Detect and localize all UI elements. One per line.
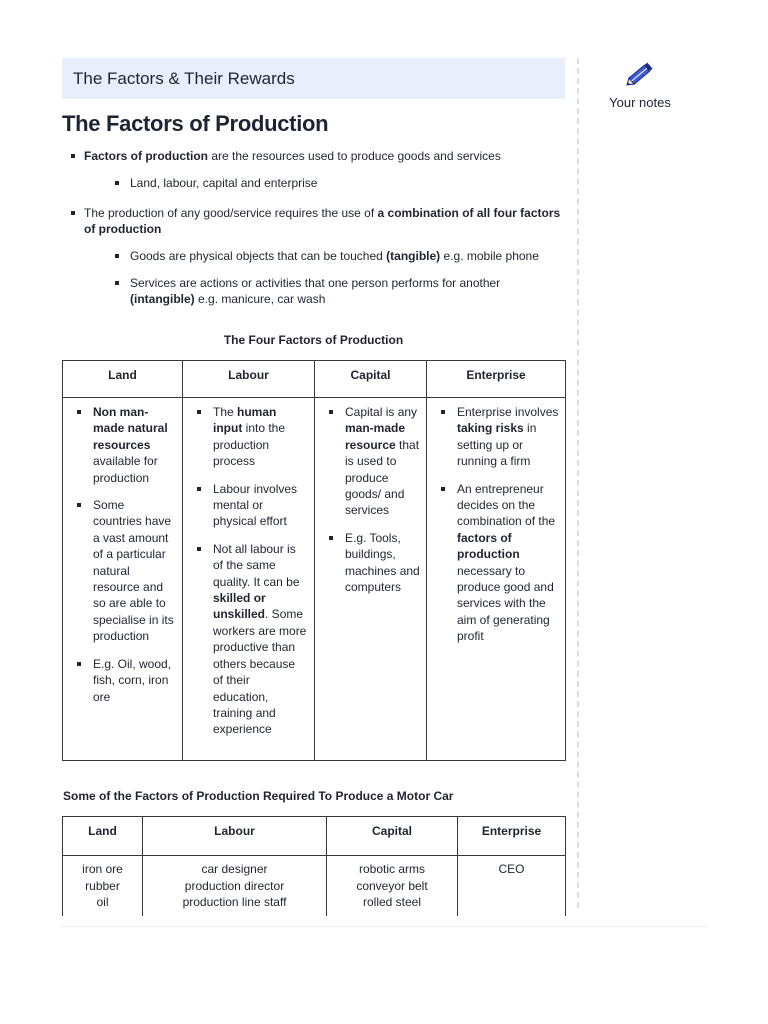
table-row <box>63 398 566 761</box>
sub-list <box>84 175 565 191</box>
cell-value: rolled steel <box>362 895 422 909</box>
bold-term: human input <box>213 405 277 436</box>
table-cell-land <box>63 856 143 917</box>
table-header-row <box>63 361 566 398</box>
list-item <box>183 481 308 530</box>
column-header: Enterprise <box>458 817 566 856</box>
list-text: E.g. Tools, buildings, machines and computers <box>345 530 420 595</box>
pencil-icon <box>625 60 655 88</box>
bold-term: factors of production <box>457 530 520 562</box>
list-item <box>183 404 308 470</box>
cell-value: car designer <box>201 862 268 876</box>
cell-value: CEO <box>498 862 525 876</box>
table-cell-labour <box>183 398 315 761</box>
notes-divider <box>577 58 579 908</box>
list-text: e.g. mobile phone <box>440 249 539 263</box>
list-item <box>63 497 176 645</box>
list-text: in setting up or running a firm <box>457 421 537 469</box>
table-caption: Some of the Factors of Production Required To Produce a Motor Car <box>63 789 454 803</box>
list-text: The production of any good/service requires the use of <box>84 206 378 220</box>
intro-list <box>62 148 565 307</box>
cell-list <box>427 404 559 645</box>
table-cell-capital <box>327 856 458 917</box>
footer-divider <box>62 926 708 927</box>
cell-list <box>63 404 176 705</box>
list-text: into the production process <box>213 421 286 469</box>
table-cell-enterprise <box>458 856 566 917</box>
list-text: The <box>213 405 238 419</box>
table-cell-enterprise <box>427 398 566 761</box>
list-text: Some countries have a vast amount of a particular natural resource and so are able to specialise in its production <box>93 498 174 644</box>
table-caption: The Four Factors of Production <box>223 333 404 347</box>
list-text: Goods are physical objects that can be touched <box>130 249 387 263</box>
list-item <box>63 656 176 705</box>
bold-term: Factors of production <box>84 149 208 163</box>
column-header: Land <box>63 361 183 398</box>
list-item <box>62 148 565 191</box>
list-item <box>62 205 565 307</box>
list-item <box>315 404 420 519</box>
motor-car-table <box>62 816 566 916</box>
bold-term: (tangible) <box>386 249 441 263</box>
bold-term: (intangible) <box>130 292 195 306</box>
list-item <box>183 541 308 738</box>
cell-list <box>315 404 420 595</box>
cell-value: production director <box>184 878 285 893</box>
section-header <box>62 58 565 99</box>
list-item <box>63 404 176 486</box>
list-item <box>106 275 565 307</box>
list-text: e.g. manicure, car wash <box>194 292 326 306</box>
cell-value: iron ore <box>82 862 123 876</box>
list-text: Services are actions or activities that one person performs for another <box>130 276 501 290</box>
page-title: The Factors of Production <box>62 111 329 136</box>
list-item <box>106 248 565 264</box>
list-text: . Some workers are more productive than others because of their education, training and experience <box>213 607 307 737</box>
list-item <box>427 481 559 645</box>
column-header: Land <box>63 817 143 856</box>
cell-value: conveyor belt <box>356 878 428 893</box>
cell-value: production line staff <box>182 895 287 909</box>
column-header: Enterprise <box>427 361 566 398</box>
factors-table <box>62 360 566 761</box>
list-text: Not all labour is of the same quality. It can be <box>213 541 300 589</box>
cell-value: robotic arms <box>358 862 426 876</box>
column-header: Labour <box>143 817 327 856</box>
list-text: Enterprise involves <box>457 405 559 419</box>
list-text: that is used to produce goods/ and services <box>345 437 420 518</box>
table-header-row <box>63 817 566 856</box>
column-header: Capital <box>327 817 458 856</box>
table-cell-labour <box>143 856 327 917</box>
your-notes-button[interactable] <box>600 60 680 110</box>
bold-term: a combination of all four factors of production <box>84 206 561 236</box>
bold-term: skilled or unskilled <box>213 591 266 622</box>
notes-label: Your notes <box>609 95 671 110</box>
list-text: Land, labour, capital and enterprise <box>130 176 318 190</box>
main-content <box>62 58 565 916</box>
column-header: Labour <box>183 361 315 398</box>
table-cell-land <box>63 398 183 761</box>
cell-list <box>183 404 308 738</box>
bold-term: taking risks <box>457 421 524 436</box>
list-text: E.g. Oil, wood, fish, corn, iron ore <box>93 656 172 704</box>
list-item <box>427 404 559 470</box>
list-item <box>315 530 420 596</box>
column-header: Capital <box>315 361 427 398</box>
sub-list <box>84 248 565 307</box>
cell-value: oil <box>96 895 109 909</box>
cell-value: rubber <box>85 878 120 893</box>
table-row <box>63 856 566 917</box>
list-text: available for production <box>93 454 158 485</box>
bold-term: man-made resource <box>345 421 406 452</box>
list-item <box>106 175 565 191</box>
list-text: An entrepreneur decides on the combination of the <box>457 481 556 529</box>
list-text: necessary to produce good and services with the aim of generating profit <box>457 563 554 644</box>
table-cell-capital <box>315 398 427 761</box>
list-text: Labour involves mental or physical effort <box>213 481 298 529</box>
section-title: The Factors & Their Rewards <box>73 68 295 88</box>
list-text: are the resources used to produce goods and services <box>208 149 501 163</box>
bold-term: Non man-made natural resources <box>93 405 168 452</box>
list-text: Capital is any <box>345 405 418 419</box>
